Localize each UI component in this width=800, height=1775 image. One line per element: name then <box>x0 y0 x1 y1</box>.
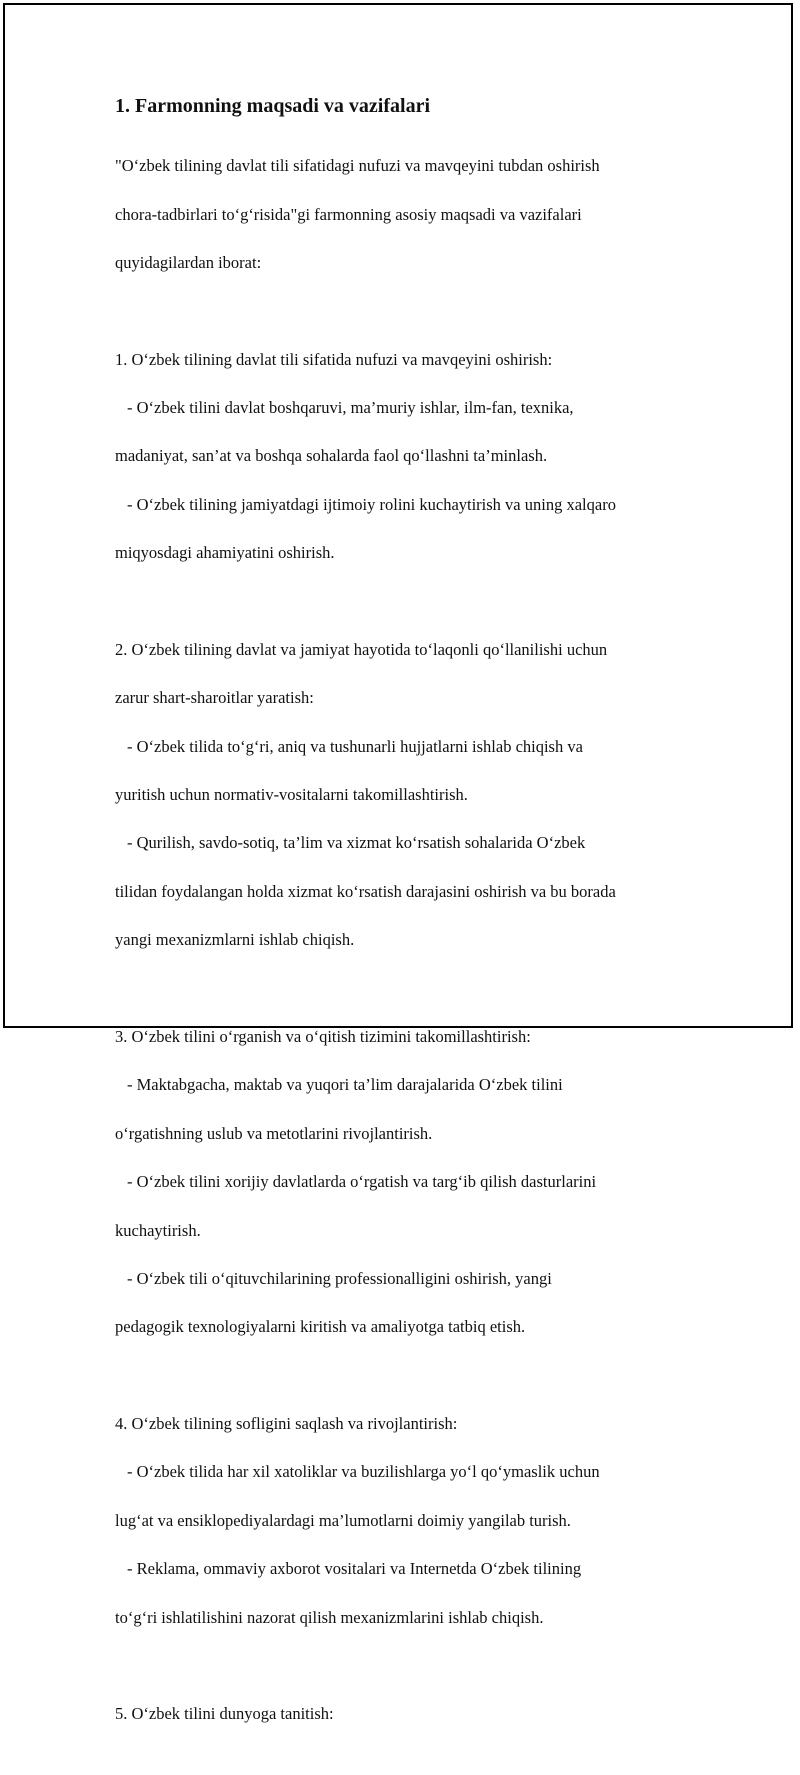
section-3 <box>115 1001 705 1364</box>
section-line: lug‘at va ensiklopediyalardagi ma’lumotlarni doimiy yangilab turish. <box>115 1510 571 1530</box>
section-heading: 3. O‘zbek tilini o‘rganish va o‘qitish tizimini takomillashtirish: <box>115 1026 531 1046</box>
section-line: - O‘zbek tilida har xil xatoliklar va buzilishlarga yo‘l qo‘ymaslik uchun <box>127 1462 600 1482</box>
section-line: yuritish uchun normativ-vositalarni takomillashtirish. <box>115 785 468 805</box>
section-heading: 4. O‘zbek tilining sofligini saqlash va rivojlantirish: <box>115 1413 458 1433</box>
intro-line: chora-tadbirlari to‘g‘risida"gi farmonning asosiy maqsadi va vazifalari <box>115 204 582 224</box>
section-line: - O‘zbek tilida to‘g‘ri, aniq va tushunarli hujjatlarni ishlab chiqish va <box>127 736 583 756</box>
section-line: yangi mexanizmlarni ishlab chiqish. <box>115 930 355 950</box>
section-heading: 2. O‘zbek tilining davlat va jamiyat hayotida to‘laqonli qo‘llanilishi uchun <box>115 639 608 659</box>
document-title: 1. Farmonning maqsadi va vazifalari <box>115 95 431 117</box>
section-line: madaniyat, san’at va boshqa sohalarda faol qo‘llashni ta’minlash. <box>115 446 548 466</box>
document-body <box>115 92 705 1775</box>
section-line: - O‘zbek tilining jamiyatdagi ijtimoiy rolini kuchaytirish va uning xalqaro <box>127 494 616 514</box>
intro-paragraph <box>115 130 705 299</box>
intro-line: quyidagilardan iborat: <box>115 253 262 273</box>
section-line: - O‘zbek tilini davlat boshqaruvi, ma’muriy ishlar, ilm-fan, texnika, <box>127 398 574 418</box>
section-heading: 5. O‘zbek tilini dunyoga tanitish: <box>115 1704 334 1724</box>
section-1 <box>115 323 705 589</box>
section-line: tilidan foydalangan holda xizmat ko‘rsatish darajasini oshirish va bu borada <box>115 881 616 901</box>
section-heading: 1. O‘zbek tilining davlat tili sifatida nufuzi va mavqeyini oshirish: <box>115 349 553 369</box>
section-line: - O‘zbek tilini xorijiy davlatlarda o‘rgatish va targ‘ib qilish dasturlarini <box>127 1172 597 1192</box>
section-line: pedagogik texnologiyalarni kiritish va amaliyotga tatbiq etish. <box>115 1317 526 1337</box>
section-5 <box>115 1678 705 1751</box>
section-line: o‘rgatishning uslub va metotlarini rivojlantirish. <box>115 1123 433 1143</box>
section-line: - Reklama, ommaviy axborot vositalari va Internetda O‘zbek tilining <box>127 1559 582 1579</box>
section-4 <box>115 1388 705 1654</box>
section-line: to‘g‘ri ishlatilishini nazorat qilish mexanizmlarini ishlab chiqish. <box>115 1607 544 1627</box>
intro-line: "O‘zbek tilining davlat tili sifatidagi nufuzi va mavqeyini tubdan oshirish <box>115 156 600 176</box>
section-2 <box>115 614 705 977</box>
section-line: miqyosdagi ahamiyatini oshirish. <box>115 543 335 563</box>
section-line: - Qurilish, savdo-sotiq, ta’lim va xizmat ko‘rsatish sohalarida O‘zbek <box>127 833 586 853</box>
section-line: kuchaytirish. <box>115 1220 201 1240</box>
section-line: - Maktabgacha, maktab va yuqori ta’lim darajalarida O‘zbek tilini <box>127 1075 563 1095</box>
section-line: - O‘zbek tili o‘qituvchilarining professionalligini oshirish, yangi <box>127 1268 552 1288</box>
section-line: zarur shart-sharoitlar yaratish: <box>115 688 314 708</box>
